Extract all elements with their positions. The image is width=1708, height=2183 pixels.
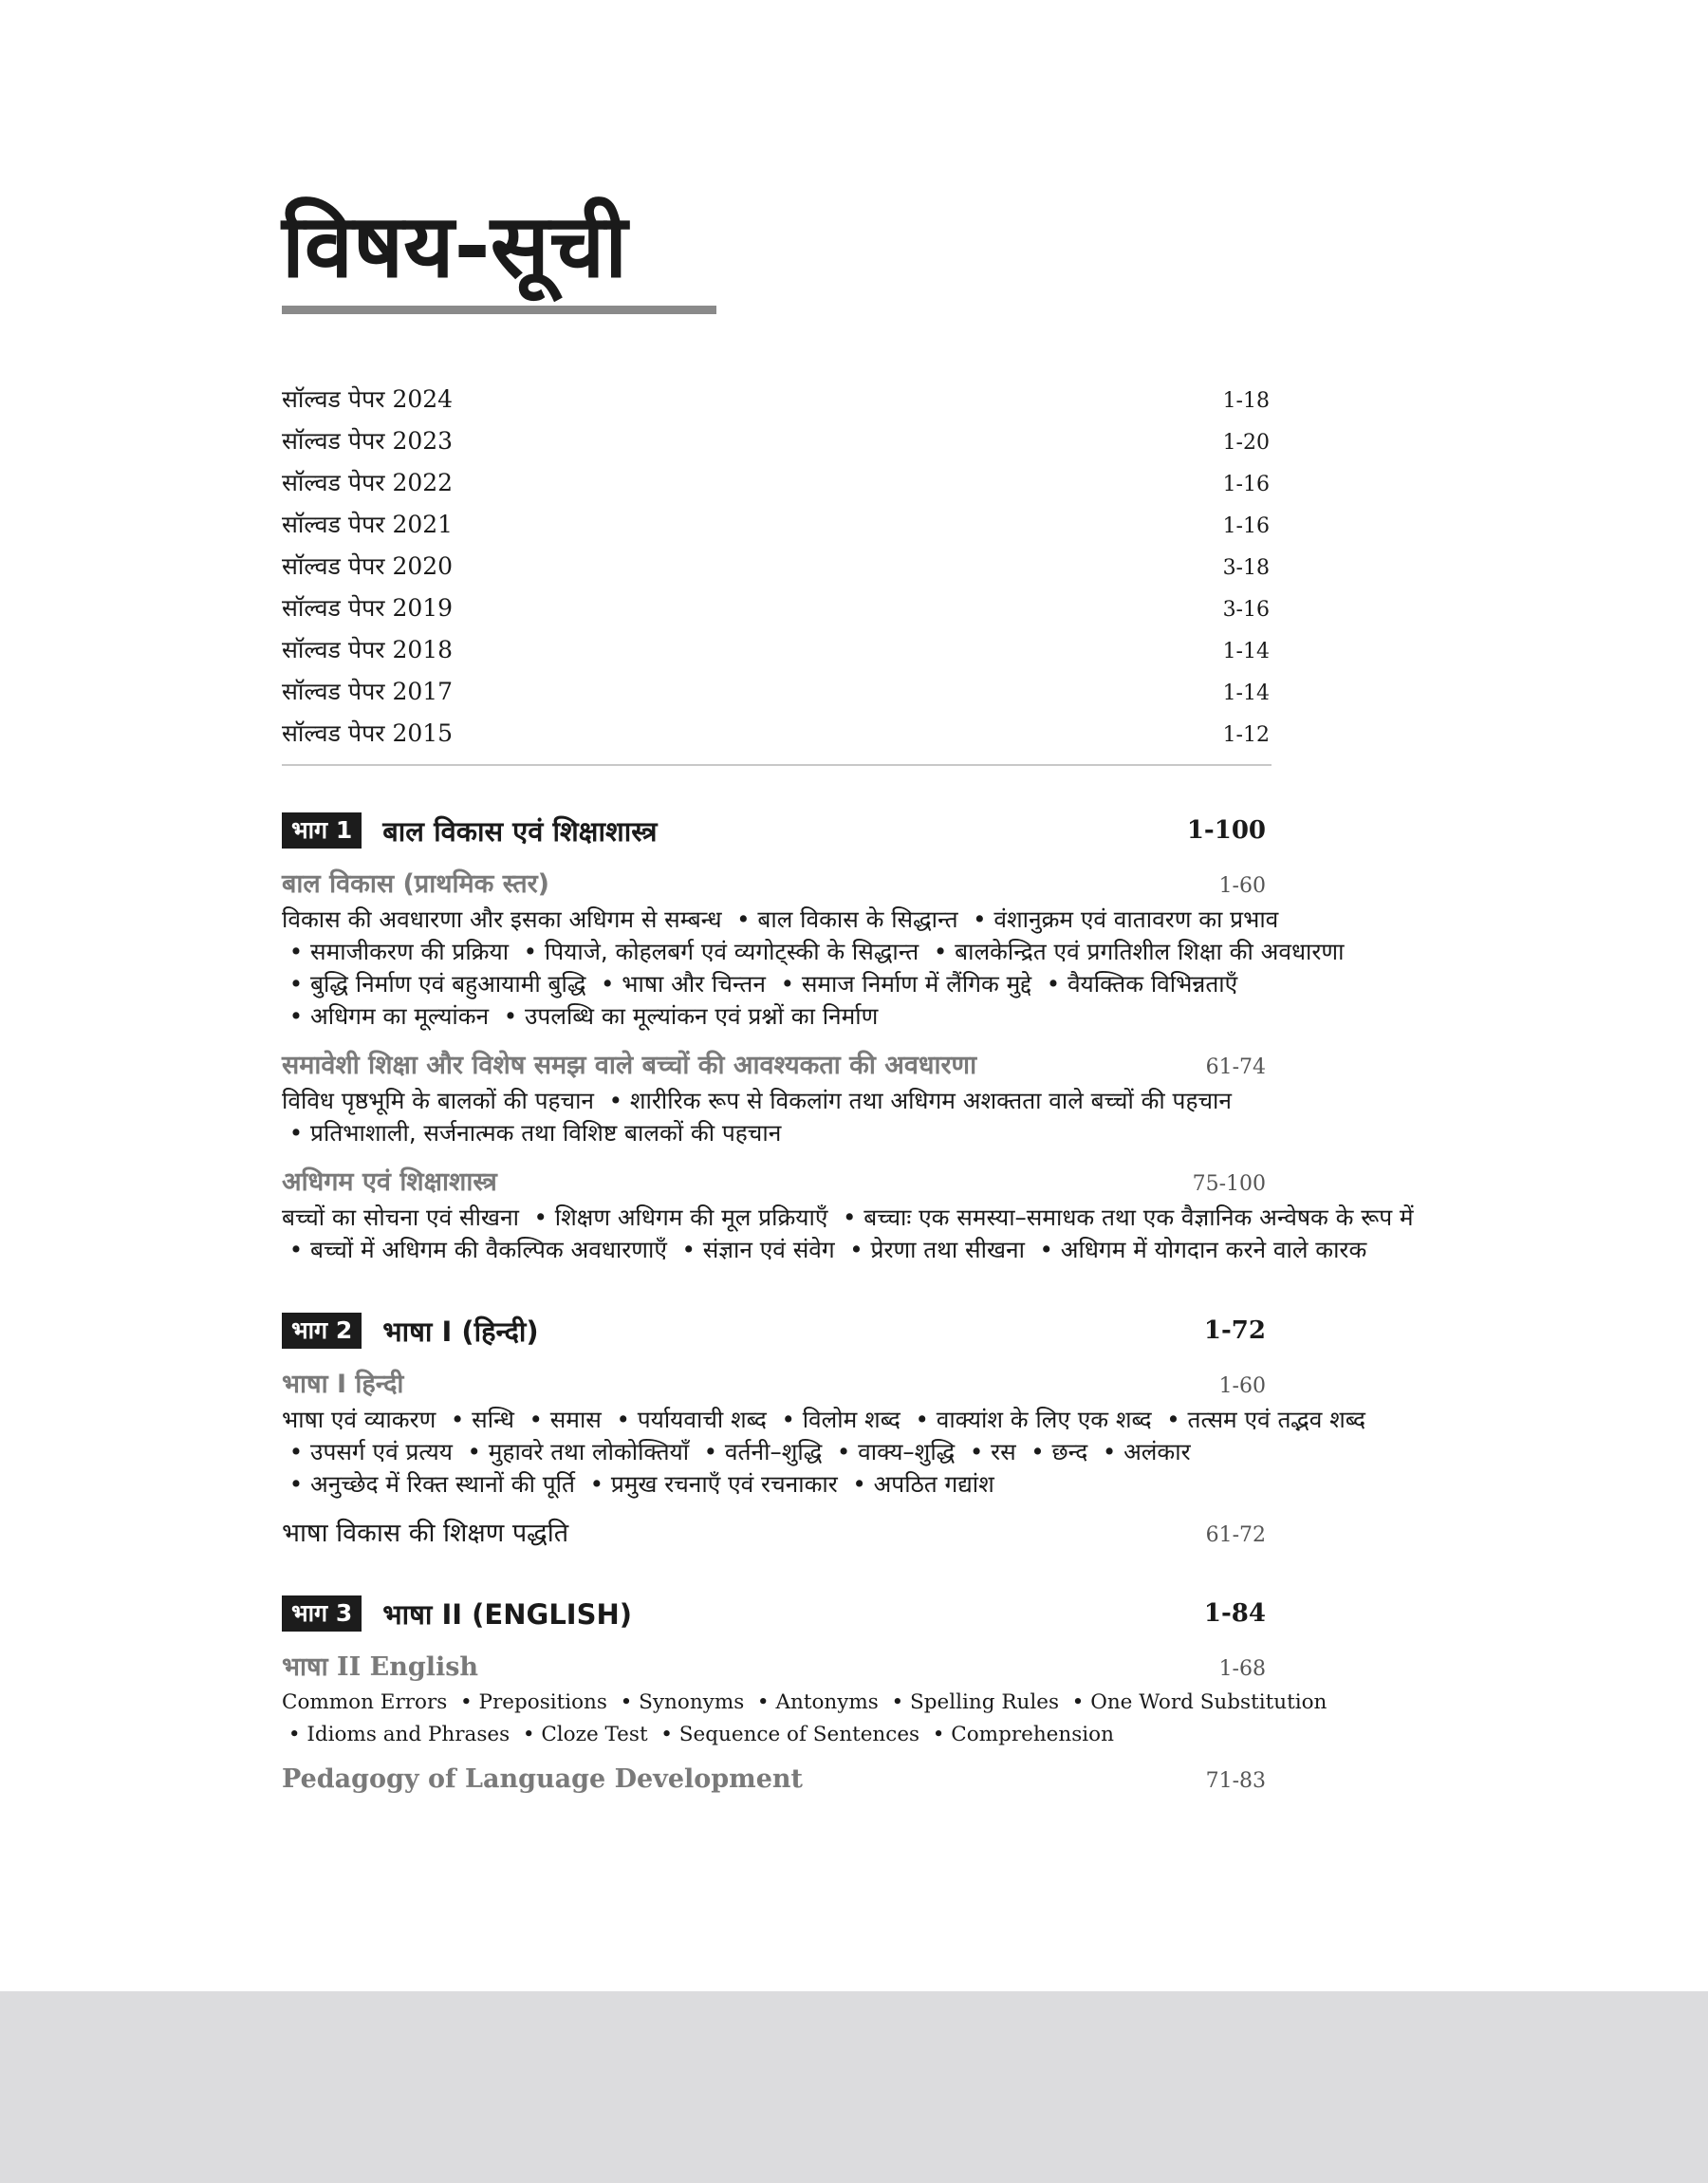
topic-item: • प्रतिभाशाली, सर्जनात्मक तथा विशिष्ट बालकों की पहचान (282, 1119, 781, 1147)
section-topics (282, 904, 1345, 1033)
topic-item: • पर्यायवाची शब्द (609, 1406, 767, 1433)
toc-section (282, 1365, 1365, 1501)
topic-item: • तत्सम एवं तद्भव शब्द (1159, 1406, 1365, 1433)
part-title: भाषा II (ENGLISH) (382, 1597, 632, 1631)
toc-entry-pages: 3-16 (1222, 598, 1270, 622)
topic-item: • Idioms and Phrases (282, 1723, 510, 1746)
topic-item: • रस (962, 1438, 1016, 1465)
toc-entry-label: सॉल्वड पेपर 2023 (282, 427, 454, 455)
part-badge: भाग 3 (282, 1595, 362, 1632)
toc-entry-label: सॉल्वड पेपर 2015 (282, 719, 454, 747)
toc-part (282, 1310, 1365, 1549)
toc-entry[interactable] (282, 550, 1272, 591)
section-topics (282, 1687, 1327, 1751)
toc-entry[interactable] (282, 675, 1272, 717)
topic-item: • अधिगम में योगदान करने वाले कारक (1032, 1236, 1367, 1263)
toc-entry[interactable] (282, 424, 1272, 466)
toc-entry[interactable] (282, 508, 1272, 550)
toc-section (282, 1764, 1272, 1794)
section-title: अधिगम एवं शिक्षाशास्त्र (282, 1167, 497, 1197)
toc-entry-pages: 1-12 (1222, 723, 1270, 747)
toc-entry-label: सॉल्वड पेपर 2020 (282, 552, 454, 580)
topic-item: • समास (522, 1406, 602, 1433)
topic-item: • भाषा और चिन्तन (593, 970, 766, 998)
topic-item: • शारीरिक रूप से विकलांग तथा अधिगम अशक्तता वाले बच्चों की पहचान (602, 1087, 1232, 1114)
section-topics (282, 1202, 1414, 1266)
toc-entry-label: सॉल्वड पेपर 2018 (282, 636, 454, 663)
section-header[interactable] (282, 865, 1272, 900)
topic-item: • Spelling Rules (885, 1690, 1059, 1714)
section-page-range: 1-68 (1218, 1657, 1266, 1681)
topic-item: बच्चों का सोचना एवं सीखना (282, 1203, 519, 1231)
topic-item: • Comprehension (926, 1723, 1114, 1746)
toc-entry-pages: 3-18 (1222, 556, 1270, 580)
part-header[interactable] (282, 1310, 1272, 1352)
topic-item: • पियाजे, कोहलबर्ग एवं व्यगोट्स्की के सिद्धान्त (516, 938, 919, 965)
toc-part (282, 1593, 1327, 1794)
toc-entry[interactable] (282, 382, 1272, 424)
section-page-range: 71-83 (1205, 1769, 1266, 1793)
divider (282, 764, 1272, 766)
section-title: भाषा विकास की शिक्षण पद्धति (282, 1519, 569, 1548)
toc-entry[interactable] (282, 591, 1272, 633)
topic-item: विकास की अवधारणा और इसका अधिगम से सम्बन्ध (282, 905, 722, 933)
section-header[interactable] (282, 1648, 1272, 1683)
topic-item: • वाक्य–शुद्धि (829, 1438, 955, 1465)
section-header[interactable] (282, 1365, 1272, 1400)
topic-item: • छन्द (1023, 1438, 1087, 1465)
topic-item: • अपठित गद्यांश (845, 1470, 994, 1498)
topic-item: • बालकेन्द्रित एवं प्रगतिशील शिक्षा की अवधारणा (926, 938, 1344, 965)
section-page-range: 61-72 (1205, 1523, 1266, 1547)
section-header[interactable] (282, 1046, 1272, 1081)
topic-item: • मुहावरे तथा लोकोक्तियाँ (460, 1438, 689, 1465)
section-topics (282, 1404, 1365, 1501)
section-page-range: 1-60 (1218, 1374, 1266, 1398)
part-heading (282, 1313, 539, 1350)
title-underline (282, 306, 716, 314)
topic-item: • समाज निर्माण में लैंगिक मुद्दे (773, 970, 1031, 998)
topic-item: • Prepositions (454, 1690, 607, 1714)
section-title: भाषा I हिन्दी (282, 1370, 404, 1399)
topic-item: • बच्चाः एक समस्या–समाधक तथा एक वैज्ञानिक अन्वेषक के रूप में (835, 1203, 1413, 1231)
section-header[interactable] (282, 1764, 1272, 1794)
toc-entry-pages: 1-18 (1222, 389, 1270, 413)
part-badge: भाग 2 (282, 1313, 362, 1349)
section-page-range: 75-100 (1192, 1172, 1266, 1196)
topic-item: • अधिगम का मूल्यांकन (282, 1002, 489, 1030)
topic-item: • प्रेरणा तथा सीखना (842, 1236, 1024, 1263)
toc-section (282, 1514, 1272, 1549)
toc-section (282, 1648, 1327, 1751)
toc-entry-pages: 1-16 (1222, 473, 1270, 496)
toc-part (282, 810, 1414, 1266)
part-heading (282, 1595, 632, 1633)
topic-item: • अलंकार (1095, 1438, 1191, 1465)
section-header[interactable] (282, 1514, 1272, 1549)
toc-section (282, 1046, 1272, 1149)
part-title: भाषा I (हिन्दी) (382, 1315, 539, 1348)
topic-item: • समाजीकरण की प्रक्रिया (282, 938, 509, 965)
topic-item: • One Word Substitution (1066, 1690, 1327, 1714)
topic-item: • वर्तनी–शुद्धि (696, 1438, 822, 1465)
section-title: भाषा II English (282, 1652, 479, 1682)
topic-item: • विलोम शब्द (774, 1406, 900, 1433)
section-page-range: 61-74 (1205, 1055, 1266, 1079)
toc-entry[interactable] (282, 466, 1272, 508)
toc-section (282, 1163, 1414, 1266)
section-topics (282, 1085, 1232, 1149)
topic-item: • Cloze Test (516, 1723, 648, 1746)
toc-entry-label: सॉल्वड पेपर 2024 (282, 385, 454, 413)
topic-item: • उपलब्धि का मूल्यांकन एवं प्रश्नों का निर्माण (496, 1002, 878, 1030)
topic-item: भाषा एवं व्याकरण (282, 1406, 436, 1433)
section-header[interactable] (282, 1163, 1272, 1198)
toc-entry-pages: 1-14 (1222, 681, 1270, 705)
section-title: बाल विकास (प्राथमिक स्तर) (282, 869, 550, 899)
topic-item: • बुद्धि निर्माण एवं बहुआयामी बुद्धि (282, 970, 585, 998)
part-heading (282, 812, 658, 849)
toc-content (282, 190, 1414, 1794)
part-page-range: 1-100 (1186, 816, 1266, 845)
toc-entry-label: सॉल्वड पेपर 2017 (282, 678, 454, 705)
topic-item: • शिक्षण अधिगम की मूल प्रक्रियाएँ (527, 1203, 828, 1231)
topic-item: • अनुच्छेद में रिक्त स्थानों की पूर्ति (282, 1470, 575, 1498)
topic-item: • वंशानुक्रम एवं वातावरण का प्रभाव (965, 905, 1278, 933)
topic-item: • वाक्यांश के लिए एक शब्द (908, 1406, 1152, 1433)
toc-entry-label: सॉल्वड पेपर 2019 (282, 594, 454, 622)
topic-item: • वैयक्तिक विभिन्नताएँ (1039, 970, 1237, 998)
topic-item: • Synonyms (614, 1690, 744, 1714)
page-title: विषय-सूची (282, 196, 628, 297)
toc-entry-label: सॉल्वड पेपर 2022 (282, 469, 454, 496)
toc-entry-pages: 1-16 (1222, 514, 1270, 538)
section-page-range: 1-60 (1218, 874, 1266, 898)
part-page-range: 1-72 (1203, 1316, 1266, 1345)
solved-papers-list (282, 382, 1272, 766)
section-title: समावेशी शिक्षा और विशेष समझ वाले बच्चों की आवश्यकता की अवधारणा (282, 1051, 977, 1080)
toc-section (282, 865, 1345, 1033)
section-title: Pedagogy of Language Development (282, 1764, 804, 1794)
topic-item: विविध पृष्ठभूमि के बालकों की पहचान (282, 1087, 595, 1114)
toc-entry-pages: 1-14 (1222, 640, 1270, 663)
topic-item: • उपसर्ग एवं प्रत्यय (282, 1438, 453, 1465)
part-header[interactable] (282, 810, 1272, 851)
toc-entry-pages: 1-20 (1222, 431, 1270, 455)
part-badge: भाग 1 (282, 812, 362, 849)
topic-item: • सन्धि (443, 1406, 514, 1433)
topic-item: • संज्ञान एवं संवेग (675, 1236, 835, 1263)
part-page-range: 1-84 (1203, 1599, 1266, 1628)
topic-item: • प्रमुख रचनाएँ एवं रचनाकार (583, 1470, 838, 1498)
topic-item: • Antonyms (751, 1690, 879, 1714)
part-header[interactable] (282, 1593, 1272, 1634)
topic-item: Common Errors (282, 1690, 448, 1714)
page-footer-band (0, 1991, 1708, 2183)
toc-entry[interactable] (282, 633, 1272, 675)
part-title: बाल विकास एवं शिक्षाशास्त्र (382, 814, 658, 848)
topic-item: • बाल विकास के सिद्धान्त (729, 905, 957, 933)
toc-entry[interactable] (282, 717, 1272, 758)
topic-item: • Sequence of Sentences (654, 1723, 919, 1746)
topic-item: • बच्चों में अधिगम की वैकल्पिक अवधारणाएँ (282, 1236, 667, 1263)
toc-entry-label: सॉल्वड पेपर 2021 (282, 511, 454, 538)
